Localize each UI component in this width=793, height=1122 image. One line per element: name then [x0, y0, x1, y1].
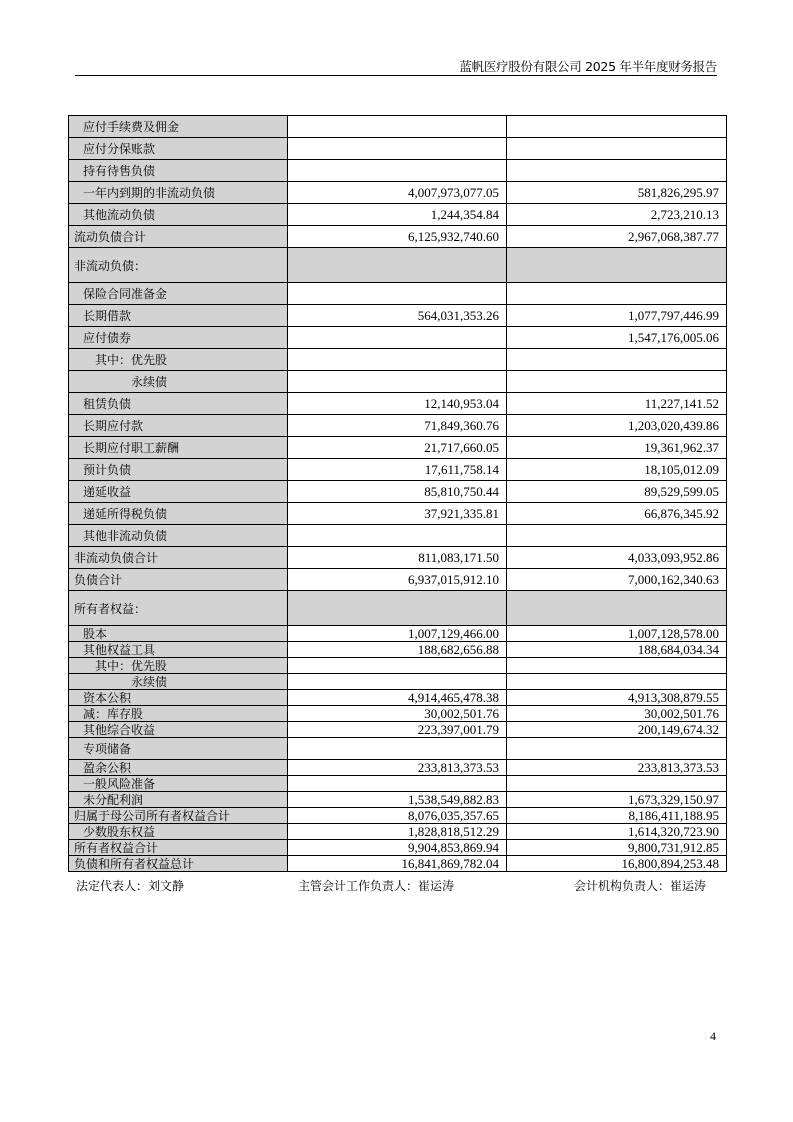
table-row [69, 674, 727, 690]
current-period-value [288, 525, 507, 547]
table-row [69, 824, 727, 840]
row-label: 非流动负债合计 [69, 547, 288, 569]
prior-period-value: 16,800,894,253.48 [507, 856, 727, 872]
prior-period-value: 581,826,295.97 [507, 182, 727, 204]
row-label: 流动负债合计 [69, 226, 288, 248]
prior-period-value [507, 349, 727, 371]
current-period-value: 6,937,015,912.10 [288, 569, 507, 591]
current-period-value [288, 116, 507, 138]
table-row [69, 204, 727, 226]
table-row [69, 808, 727, 824]
current-period-value [288, 658, 507, 674]
row-label: 长期应付职工薪酬 [69, 437, 288, 459]
table-row [69, 226, 727, 248]
table-row [69, 160, 727, 182]
row-label: 其他非流动负债 [69, 525, 288, 547]
table-row [69, 525, 727, 547]
current-period-value [288, 349, 507, 371]
section-header-row [69, 591, 727, 626]
current-period-value: 4,914,465,478.38 [288, 690, 507, 706]
row-label: 保险合同准备金 [69, 283, 288, 305]
current-period-value: 1,828,818,512.29 [288, 824, 507, 840]
prior-period-value: 188,684,034.34 [507, 642, 727, 658]
current-period-value: 8,076,035,357.65 [288, 808, 507, 824]
table-row [69, 393, 727, 415]
table-row [69, 481, 727, 503]
accounting-supervisor: 主管会计工作负责人：崔运涛 [298, 879, 455, 893]
prior-period-value [507, 525, 727, 547]
prior-period-value: 233,813,373.53 [507, 760, 727, 776]
table-row [69, 760, 727, 776]
prior-period-value: 2,723,210.13 [507, 204, 727, 226]
row-label: 所有者权益： [69, 591, 288, 626]
prior-period-value: 2,967,068,387.77 [507, 226, 727, 248]
table-row [69, 706, 727, 722]
prior-period-value: 1,203,020,439.86 [507, 415, 727, 437]
section-header-row [69, 248, 727, 283]
row-label: 负债和所有者权益总计 [69, 856, 288, 872]
row-label: 少数股东权益 [69, 824, 288, 840]
table-row [69, 437, 727, 459]
current-period-value [288, 776, 507, 792]
row-label: 未分配利润 [69, 792, 288, 808]
prior-period-value [507, 776, 727, 792]
row-label: 递延收益 [69, 481, 288, 503]
current-period-value: 71,849,360.76 [288, 415, 507, 437]
page-number: 4 [710, 1029, 716, 1043]
row-label: 所有者权益合计 [69, 840, 288, 856]
prior-period-value: 19,361,962.37 [507, 437, 727, 459]
row-label: 资本公积 [69, 690, 288, 706]
table-row [69, 182, 727, 204]
table-row [69, 642, 727, 658]
current-period-value: 30,002,501.76 [288, 706, 507, 722]
prior-period-value: 1,007,128,578.00 [507, 626, 727, 642]
row-label: 递延所得税负债 [69, 503, 288, 525]
row-label: 永续债 [69, 371, 288, 393]
prior-period-value: 4,033,093,952.86 [507, 547, 727, 569]
row-label: 一年内到期的非流动负债 [69, 182, 288, 204]
prior-period-value [507, 738, 727, 760]
row-label: 股本 [69, 626, 288, 642]
current-period-value: 37,921,335.81 [288, 503, 507, 525]
prior-period-value: 1,673,329,150.97 [507, 792, 727, 808]
header-divider [75, 75, 717, 76]
table-row [69, 776, 727, 792]
prior-period-value [507, 160, 727, 182]
table-row [69, 569, 727, 591]
current-period-value [288, 371, 507, 393]
table-row [69, 138, 727, 160]
prior-period-value [507, 248, 727, 283]
table-row [69, 690, 727, 706]
row-label: 一般风险准备 [69, 776, 288, 792]
current-period-value: 85,810,750.44 [288, 481, 507, 503]
current-period-value: 1,007,129,466.00 [288, 626, 507, 642]
prior-period-value [507, 283, 727, 305]
current-period-value [288, 138, 507, 160]
row-label: 应付手续费及佣金 [69, 116, 288, 138]
prior-period-value: 1,614,320,723.90 [507, 824, 727, 840]
table-row [69, 305, 727, 327]
table-row [69, 349, 727, 371]
current-period-value: 4,007,973,077.05 [288, 182, 507, 204]
current-period-value: 17,611,758.14 [288, 459, 507, 481]
current-period-value [288, 674, 507, 690]
prior-period-value [507, 658, 727, 674]
row-label: 减：库存股 [69, 706, 288, 722]
current-period-value [288, 283, 507, 305]
row-label: 归属于母公司所有者权益合计 [69, 808, 288, 824]
current-period-value [288, 160, 507, 182]
row-label: 盈余公积 [69, 760, 288, 776]
current-period-value: 16,841,869,782.04 [288, 856, 507, 872]
row-label: 长期应付款 [69, 415, 288, 437]
table-row [69, 459, 727, 481]
current-period-value: 1,538,549,882.83 [288, 792, 507, 808]
current-period-value: 233,813,373.53 [288, 760, 507, 776]
row-label: 负债合计 [69, 569, 288, 591]
row-label: 其他权益工具 [69, 642, 288, 658]
row-label: 预计负债 [69, 459, 288, 481]
prior-period-value [507, 674, 727, 690]
prior-period-value: 1,077,797,446.99 [507, 305, 727, 327]
row-label: 永续债 [69, 674, 288, 690]
table-row [69, 722, 727, 738]
report-header-title: 蓝帆医疗股份有限公司 2025 年半年度财务报告 [459, 59, 717, 74]
table-row [69, 738, 727, 760]
row-label: 持有待售负债 [69, 160, 288, 182]
table-row [69, 503, 727, 525]
row-label: 专项储备 [69, 738, 288, 760]
prior-period-value: 1,547,176,005.06 [507, 327, 727, 349]
legal-representative: 法定代表人：刘文静 [76, 879, 185, 893]
row-label: 其中：优先股 [69, 349, 288, 371]
prior-period-value: 8,186,411,188.95 [507, 808, 727, 824]
table-row [69, 415, 727, 437]
table-row [69, 371, 727, 393]
table-row [69, 116, 727, 138]
table-row [69, 792, 727, 808]
row-label: 其他流动负债 [69, 204, 288, 226]
prior-period-value: 11,227,141.52 [507, 393, 727, 415]
current-period-value: 6,125,932,740.60 [288, 226, 507, 248]
balance-sheet-body [69, 116, 727, 872]
prior-period-value [507, 138, 727, 160]
current-period-value: 12,140,953.04 [288, 393, 507, 415]
row-label: 应付分保账款 [69, 138, 288, 160]
current-period-value [288, 327, 507, 349]
row-label: 其他综合收益 [69, 722, 288, 738]
prior-period-value: 4,913,308,879.55 [507, 690, 727, 706]
prior-period-value [507, 116, 727, 138]
current-period-value: 188,682,656.88 [288, 642, 507, 658]
prior-period-value: 7,000,162,340.63 [507, 569, 727, 591]
current-period-value [288, 248, 507, 283]
row-label: 其中：优先股 [69, 658, 288, 674]
prior-period-value: 66,876,345.92 [507, 503, 727, 525]
current-period-value [288, 591, 507, 626]
table-row [69, 547, 727, 569]
balance-sheet-table [68, 115, 727, 872]
current-period-value: 1,244,354.84 [288, 204, 507, 226]
prior-period-value: 9,800,731,912.85 [507, 840, 727, 856]
table-row [69, 327, 727, 349]
current-period-value: 811,083,171.50 [288, 547, 507, 569]
current-period-value: 223,397,001.79 [288, 722, 507, 738]
current-period-value [288, 738, 507, 760]
table-row [69, 626, 727, 642]
current-period-value: 9,904,853,869.94 [288, 840, 507, 856]
accounting-dept-head: 会计机构负责人：崔运涛 [574, 879, 707, 893]
prior-period-value [507, 591, 727, 626]
row-label: 租赁负债 [69, 393, 288, 415]
table-row [69, 840, 727, 856]
table-row [69, 658, 727, 674]
row-label: 非流动负债： [69, 248, 288, 283]
current-period-value: 564,031,353.26 [288, 305, 507, 327]
row-label: 应付债券 [69, 327, 288, 349]
prior-period-value: 18,105,012.09 [507, 459, 727, 481]
table-row [69, 856, 727, 872]
row-label: 长期借款 [69, 305, 288, 327]
prior-period-value: 200,149,674.32 [507, 722, 727, 738]
table-row [69, 283, 727, 305]
prior-period-value: 30,002,501.76 [507, 706, 727, 722]
current-period-value: 21,717,660.05 [288, 437, 507, 459]
prior-period-value [507, 371, 727, 393]
prior-period-value: 89,529,599.05 [507, 481, 727, 503]
